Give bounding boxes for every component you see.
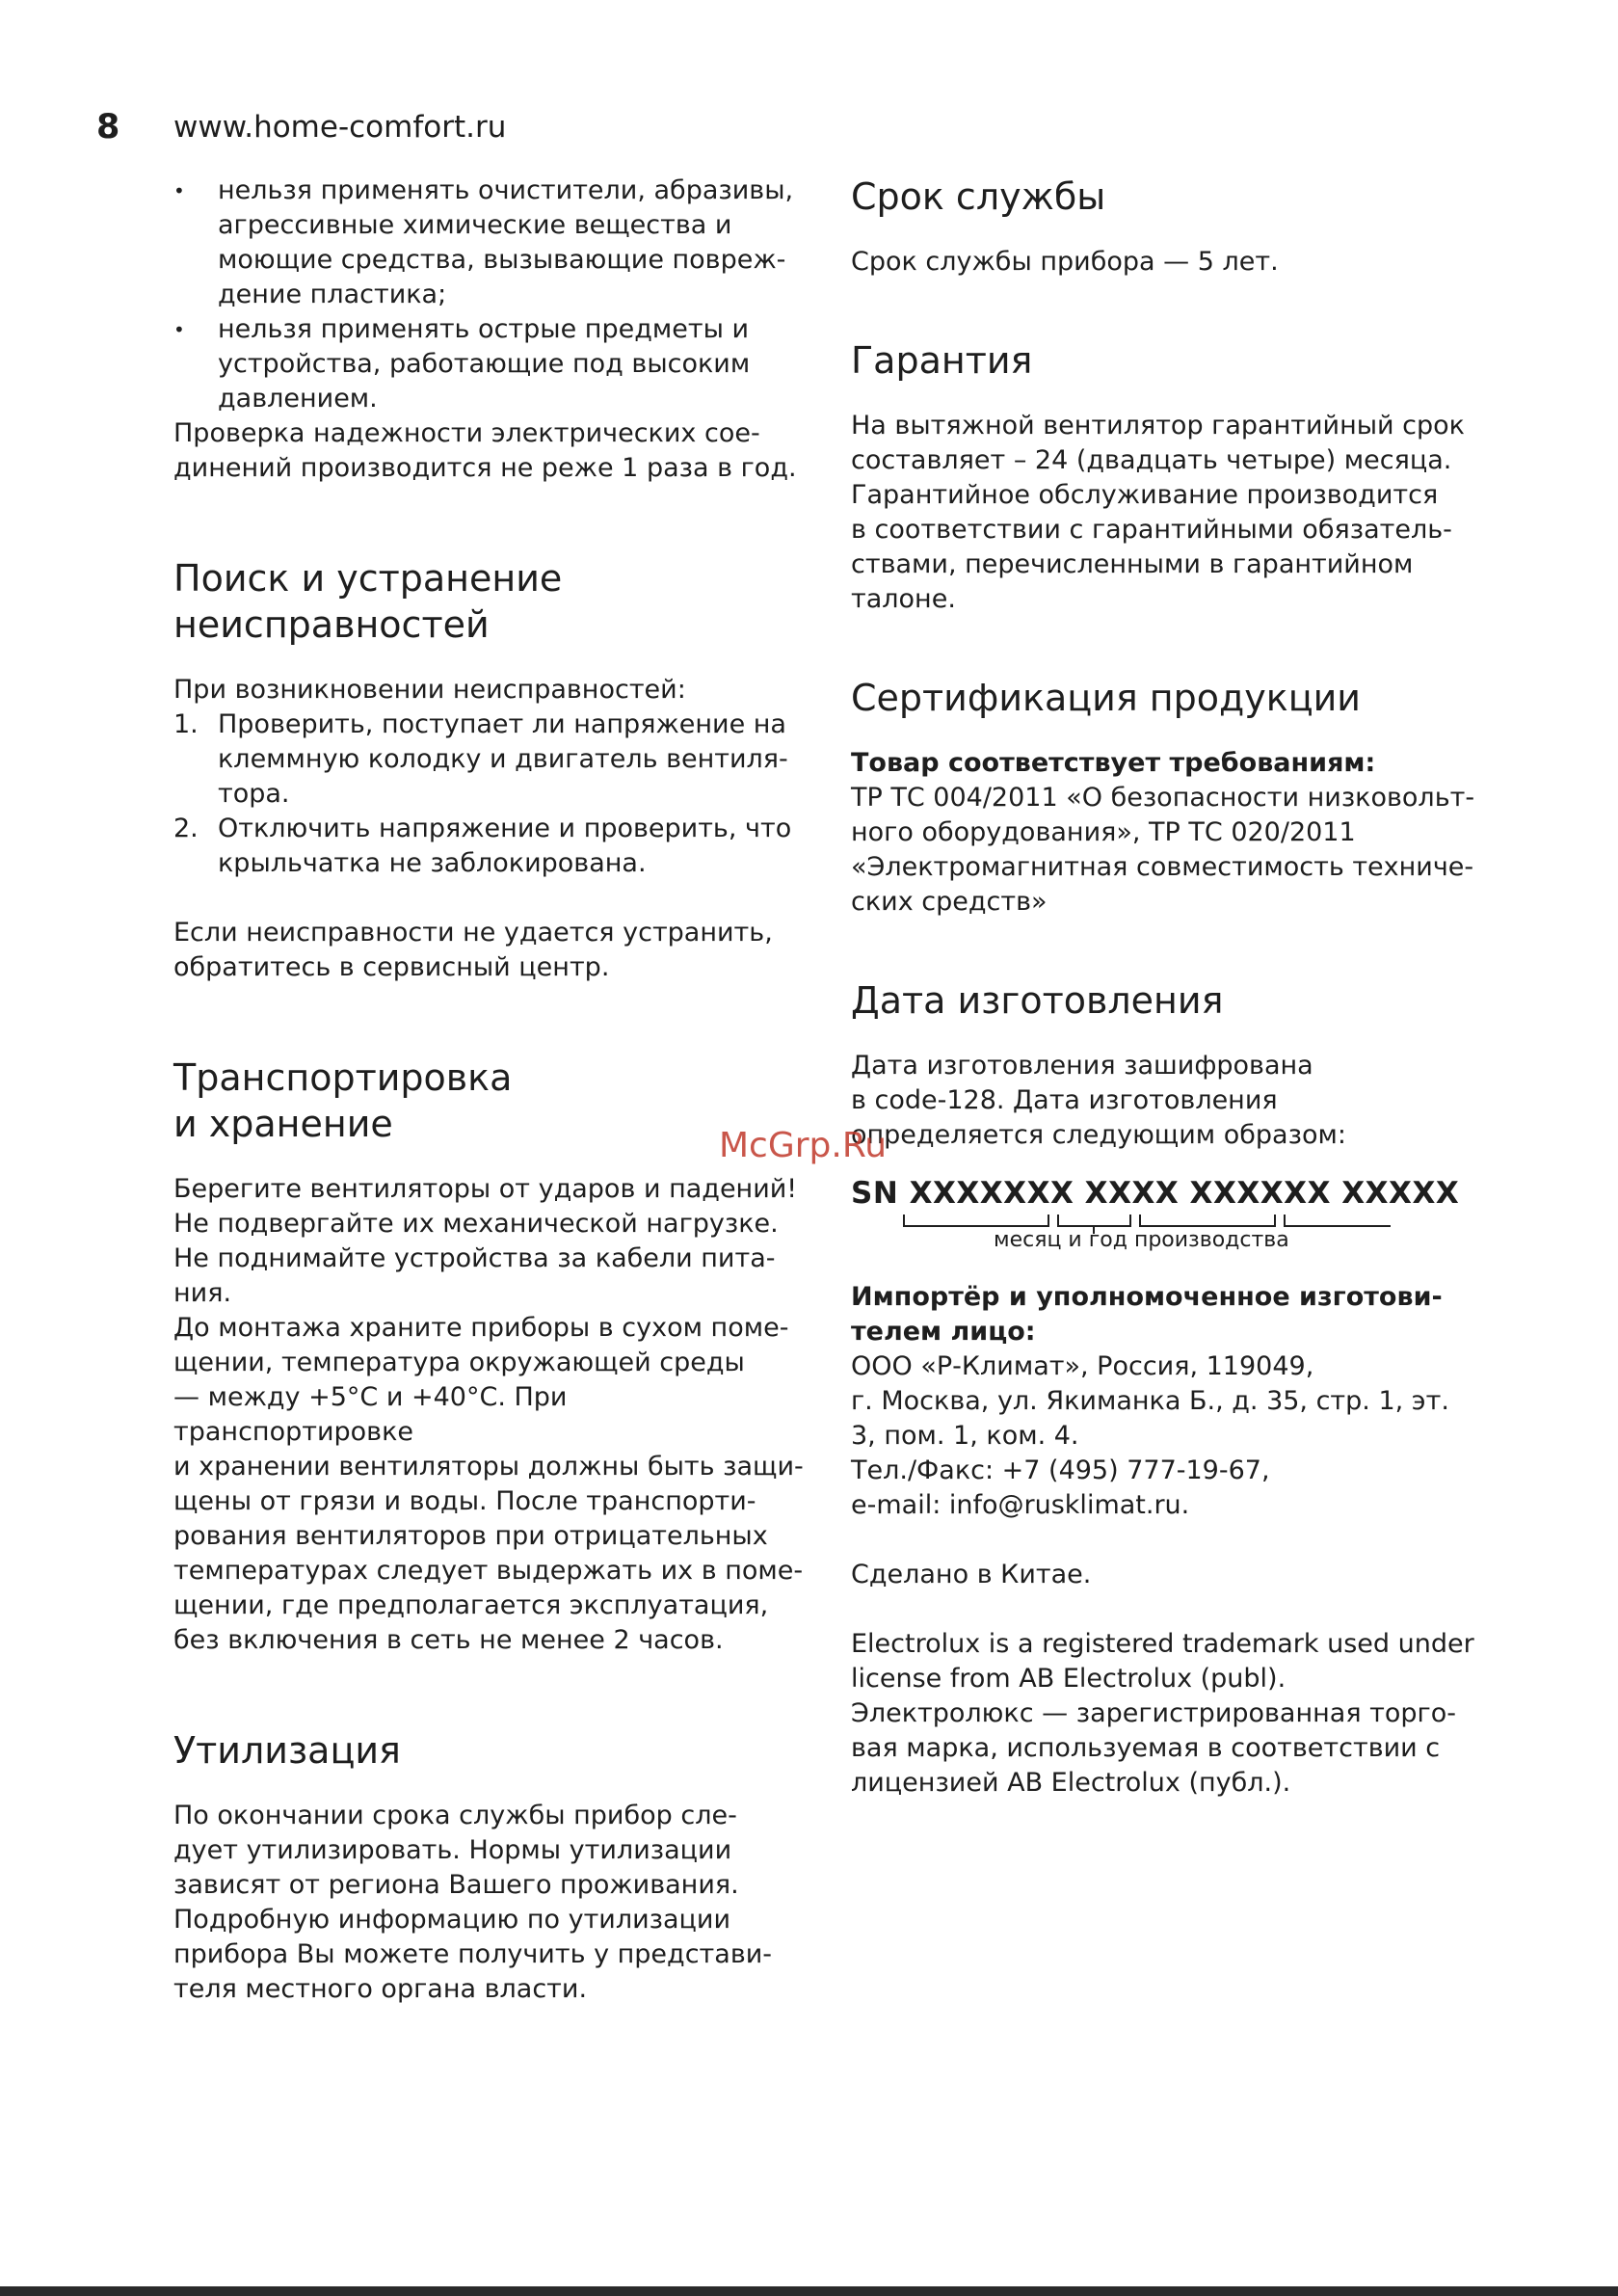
right-column: [851, 174, 1487, 1801]
bracket-group-2: [1058, 1215, 1130, 1226]
left-column: [173, 174, 809, 2007]
service-life-heading: Срок службы: [851, 175, 1106, 218]
serial-number-diagram: [851, 1174, 1487, 1280]
bottom-rule: [0, 2286, 1618, 2296]
step-number: 2.: [173, 814, 199, 843]
disposal-text: По окончании срока службы прибор сле- дует утилизировать. Нормы утилизации зависят от региона Вашего проживания. Подробную информацию по утилизации прибора Вы можете получить у представи- теля местного органа власти.: [173, 1801, 773, 2004]
warranty-text: На вытяжной вентилятор гарантийный срок составляет – 24 (двадцать четыре) месяца. Гарантийное обслуживание производится в соответствии с гарантийными обязатель- ствами, перечисленными в гарантийном талоне.: [851, 411, 1465, 614]
certification-heading: Сертификация продукции: [851, 677, 1361, 719]
cleaning-restrictions-list: [173, 174, 809, 416]
step-text: Проверить, поступает ли напряжение на клеммную колодку и двигатель вентиля- тора.: [218, 709, 788, 809]
bracket-group-1: [904, 1215, 1048, 1226]
manufacture-date-text: Дата изготовления зашифрована в code-128. Дата изготовления определяется следующим образом:: [851, 1051, 1346, 1150]
transport-text: Берегите вентиляторы от ударов и падений! Не подвергайте их механической нагрузке. Не поднимайте устройства за кабели пита- ния. До монтажа храните приборы в сухом поме- щении, температура окружающей среды — между +5°С и +40°С. При транспортировке и хранении вентиляторы должны быть защи- щены от грязи и воды. После транспорти- рования вентиляторов при отрицательных температурах следует выдержать их в поме- щении, где предполагается эксплуатация, без включения в сеть не менее 2 часов.: [173, 1174, 804, 1655]
importer-text: ООО «Р-Климат», Россия, 119049, г. Москва, ул. Якиманка Б., д. 35, стр. 1, эт. 3, пом. 1, ком. 4. Тел./Факс: +7 (495) 777-19-67, e-mail: info@rusklimat.ru.: [851, 1351, 1449, 1520]
made-in-text: Сделано в Китае.: [851, 1560, 1092, 1589]
service-life-text: Срок службы прибора — 5 лет.: [851, 247, 1279, 277]
list-item: [173, 707, 809, 812]
troubleshooting-outro: Если неисправности не удается устранить, обратитесь в сервисный центр.: [173, 918, 773, 982]
serial-caption: месяц и год производства: [994, 1228, 1289, 1252]
trademark-text: Electrolux is a registered trademark used under license from AB Electrolux (publ). Электролюкс — зарегистрированная торго- вая марка, используемая в соответствии с лицензией AB Electrolux (публ.).: [851, 1629, 1474, 1798]
certification-text: ТР ТС 004/2011 «О безопасности низковольт- ного оборудования», ТР ТС 020/2011 «Электромагнитная совместимость техниче- ских средств»: [851, 783, 1475, 917]
certification-bold: Товар соответствует требованиям:: [851, 748, 1376, 778]
manufacture-date-heading: Дата изготовления: [851, 979, 1224, 1022]
transport-heading: Транспортировка и хранение: [173, 1056, 513, 1145]
step-number: 1.: [173, 709, 199, 739]
step-text: Отключить напряжение и проверить, что крыльчатка не заблокирована.: [218, 814, 792, 878]
site-url[interactable]: www.home-comfort.ru: [173, 110, 507, 145]
bracket-group-4: [1285, 1215, 1391, 1226]
connection-check-text: Проверка надежности электрических сое- динений производится не реже 1 раза в год.: [173, 418, 797, 483]
list-item: • нельзя применять очистители, абразивы, агрессивные химические вещества и моющие средства, вызывающие повреж- дение пластика;: [173, 174, 809, 312]
importer-bold: Импортёр и уполномоченное изготови- телем лицо:: [851, 1282, 1443, 1347]
bracket-group-3: [1140, 1215, 1275, 1226]
warranty-heading: Гарантия: [851, 339, 1033, 382]
troubleshooting-steps: [173, 707, 809, 881]
list-item: [173, 812, 809, 881]
page-number: 8: [96, 108, 120, 147]
troubleshooting-heading: Поиск и устранение неисправностей: [173, 557, 563, 646]
list-item: • нельзя применять острые предметы и устройства, работающие под высоким давлением.: [173, 312, 809, 416]
troubleshooting-intro: При возникновении неисправностей:: [173, 675, 686, 705]
serial-number: SN XXXXXXX XXXX XXXXXX XXXXX: [851, 1176, 1460, 1211]
watermark: McGrp.Ru: [719, 1126, 888, 1165]
disposal-heading: Утилизация: [173, 1729, 401, 1772]
